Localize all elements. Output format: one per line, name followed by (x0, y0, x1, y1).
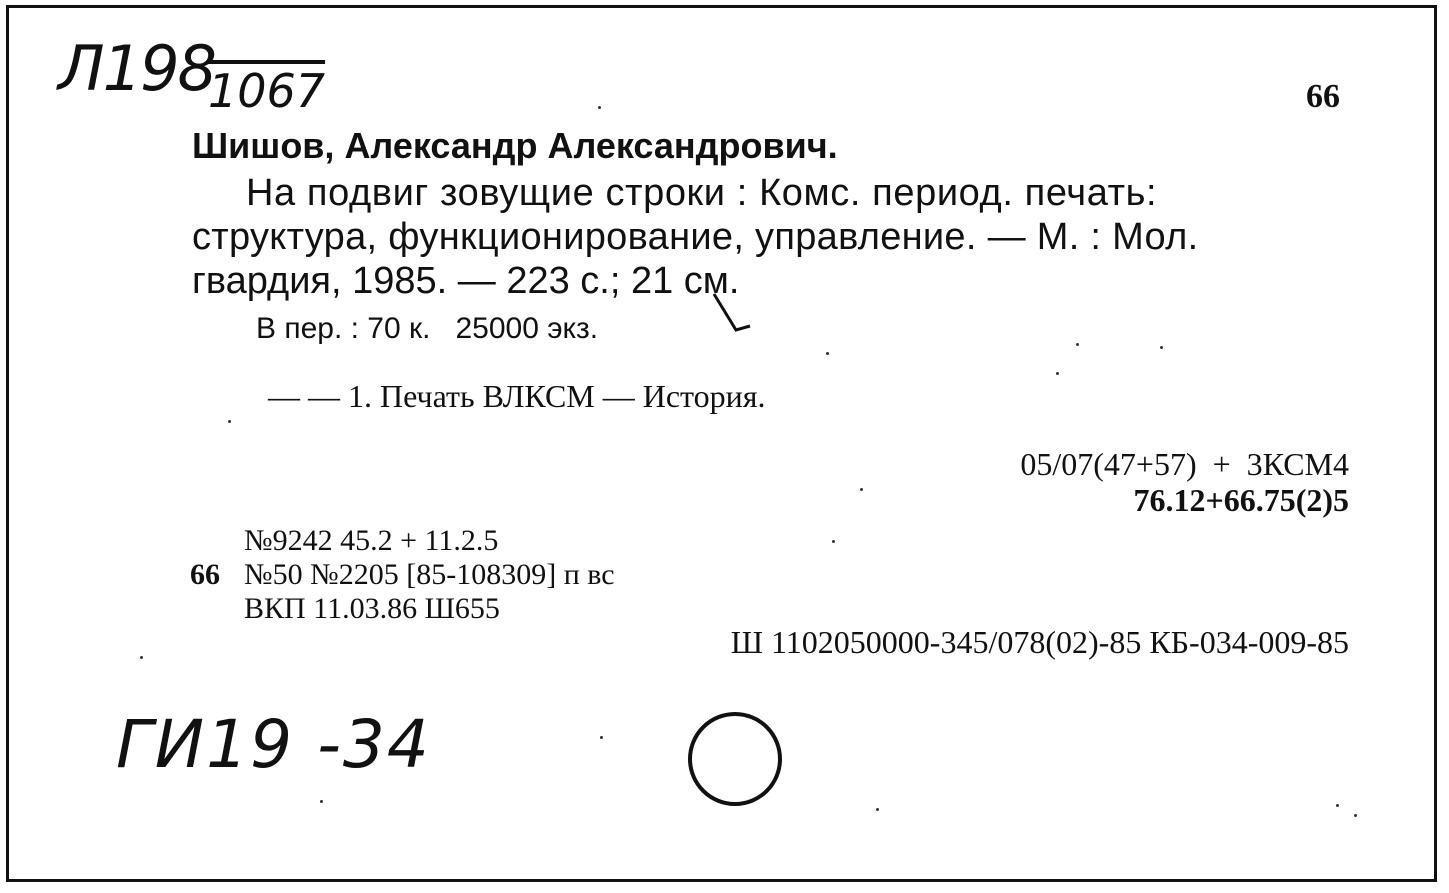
speck (1076, 343, 1079, 346)
numbers-line-2: №50 №2205 [85-108309] п вс (244, 558, 615, 591)
punch-hole (688, 712, 782, 806)
speck (320, 800, 323, 803)
author-heading: Шишов, Александр Александрович. (192, 125, 838, 166)
price-line: В пер. : 70 к. 25000 экз. (256, 312, 599, 345)
speck (826, 352, 829, 355)
numbers-prefix: 66 (190, 558, 220, 591)
classification-line-2: 76.12+66.75(2)5 (1133, 482, 1349, 518)
numbers-line-1: №9242 45.2 + 11.2.5 (244, 524, 499, 557)
handwritten-shelfmark: Л198 (58, 32, 215, 105)
speck (1160, 346, 1163, 349)
classification-line-1: 05/07(47+57) + 3КСМ4 (1020, 446, 1349, 482)
speck (876, 808, 879, 811)
pen-mark (700, 290, 760, 350)
corner-number: 66 (1306, 78, 1340, 115)
numbers-line-3: ВКП 11.03.86 Ш655 (244, 592, 500, 625)
title-line-2: структура, функционирование, управление. — М. : Мол. (192, 216, 1199, 258)
speck (832, 540, 835, 543)
speck (598, 106, 601, 109)
code-line: Ш 1102050000-345/078(02)-85 КБ-034-009-85 (730, 624, 1349, 660)
handwritten-number: 1067 (208, 64, 326, 118)
speck (228, 420, 231, 423)
speck (1354, 814, 1357, 817)
speck (1336, 804, 1339, 807)
subject-line: — — 1. Печать ВЛКСМ — История. (268, 378, 766, 414)
title-line-3: гвардия, 1985. — 223 с.; 21 см. (192, 260, 740, 302)
speck (600, 736, 603, 739)
speck (860, 488, 863, 491)
speck (140, 656, 143, 659)
title-line-1: На подвиг зовущие строки : Комс. период. печать: (246, 172, 1158, 214)
speck (1056, 372, 1059, 375)
handwritten-bottom-note: ГИ19 -34 (116, 706, 431, 783)
